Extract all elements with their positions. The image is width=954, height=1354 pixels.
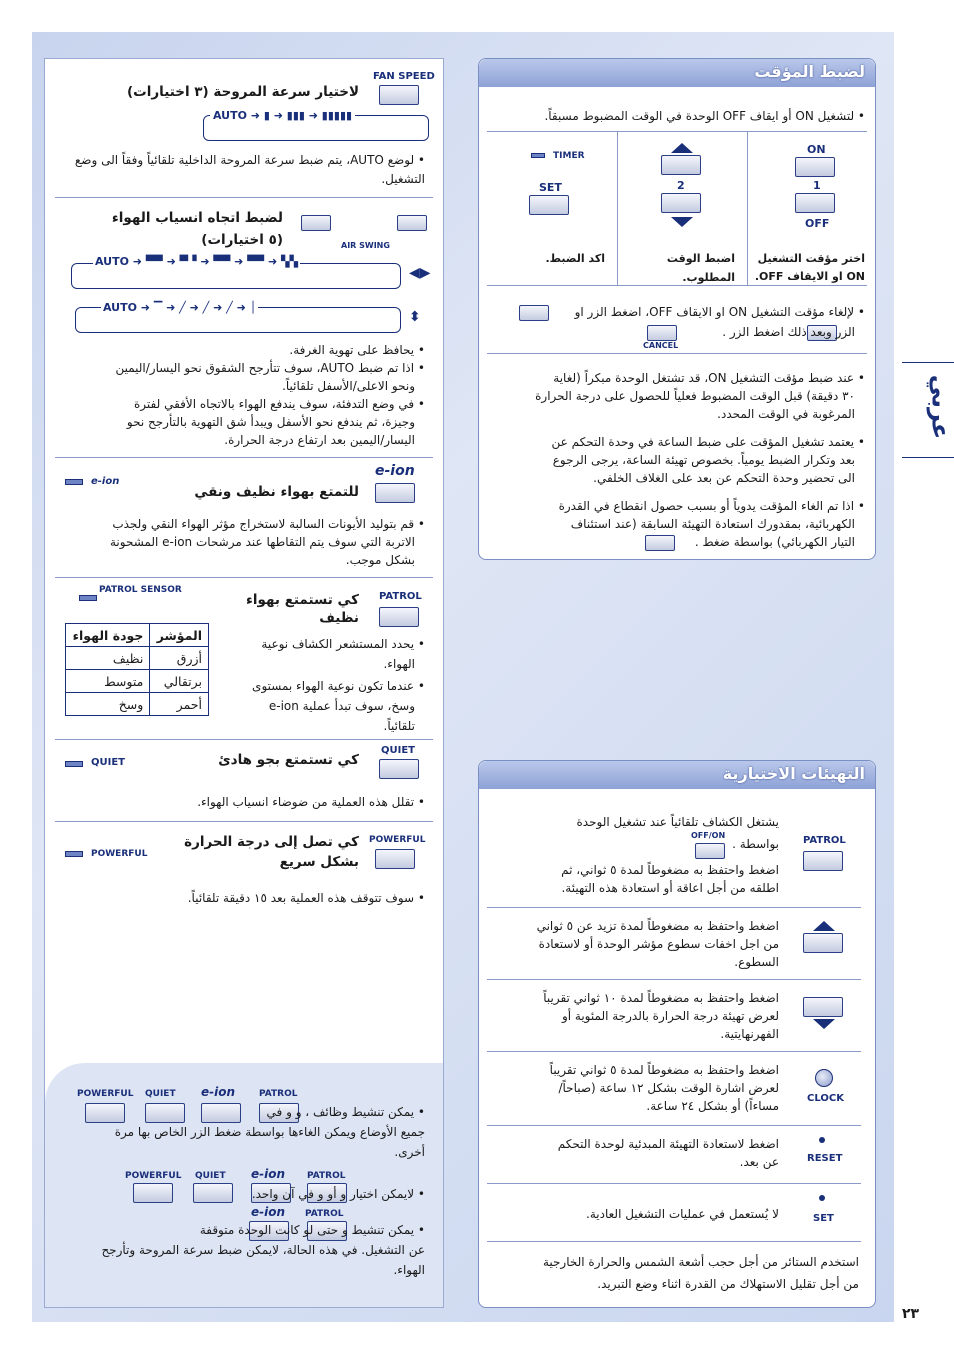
timer-cancel-b: الزر وبعد ذلك اضغط الزر .	[722, 325, 855, 339]
timer-panel	[478, 58, 876, 560]
optional-row4-b: لعرض اشارة الوقت بشكل ١٢ ساعة (صباحاً/	[558, 1081, 779, 1095]
air-swing-vertical-button[interactable]	[397, 215, 427, 231]
powerful-button-label: POWERFUL	[369, 835, 426, 845]
table-cell: متوسط	[66, 670, 150, 693]
powerful-lamp	[65, 851, 83, 857]
notes-2: • لايمكن اختيار و أو و في آن واحد.	[251, 1187, 425, 1201]
quiet-button[interactable]	[379, 759, 419, 779]
notes-3c: الهواء.	[393, 1263, 425, 1277]
quiet-title: كي تستمتع بجو هادئ	[218, 752, 359, 768]
air-swing-note-2: • اذا تم ضبط AUTO، سوف تتأرجح الشقوق نحو اليسار/اليمين	[115, 361, 425, 375]
table-cell: نظيف	[66, 647, 150, 670]
language-tab-label: عربي	[926, 374, 954, 440]
air-swing-note-3c: اليسار/اليمين بعد ارتفاع درجة الحرارة.	[224, 433, 415, 447]
clock-button[interactable]	[815, 1069, 833, 1087]
fan-speed-sequence: AUTO ➜ ▮ ➜ ▮▮▮ ➜ ▮▮▮▮▮	[210, 109, 355, 122]
column-header: المؤشر	[150, 624, 209, 647]
clock-label: CLOCK	[807, 1093, 844, 1104]
powerful-title-b: بشكل سريع	[279, 854, 359, 870]
optional-row5-b: عن بعد.	[739, 1155, 779, 1169]
divider	[487, 1125, 861, 1126]
timer-off-label: OFF	[805, 217, 830, 230]
optional-row4-c: مساءاً) أو بشكل ٢٤ ساعة.	[646, 1099, 779, 1113]
timer-note-3c: التيار الكهربائي) بواسطة ضغط .	[694, 535, 855, 549]
timer-note-1a: • عند ضبط مؤقت التشغيل ON، قد تشتغل الوحدة مبكراً (لغاية	[553, 371, 865, 385]
fan-speed-note: • لوضع AUTO، يتم ضبط سرعة المروحة الداخلية تلقائياً وفقاً الى وضع التشغيل.	[74, 153, 425, 186]
notes-1b: جميع الأوضاع ويمكن الغاءها بواسطة ضغط الزر الخاص بها مرة	[114, 1125, 425, 1139]
timer-set-label: SET	[539, 181, 562, 194]
table-row	[66, 647, 209, 670]
notes-eion-label: e-ion	[201, 1085, 236, 1099]
notes-1a: • يمكن تنشيط وظائف ، و و في	[266, 1105, 425, 1119]
eion-note-1c: بشكل موجب.	[345, 553, 415, 567]
notes-eion-label-2: e-ion	[251, 1167, 286, 1181]
optional-footer-a: استخدم الستائر من أجل حجب أشعة الشمس والحرارة الخارجية	[542, 1255, 859, 1269]
divider	[55, 821, 433, 822]
timer-header	[479, 59, 875, 87]
optional-patrol-label: PATROL	[803, 835, 846, 846]
notes-eion-label-3: e-ion	[251, 1205, 286, 1219]
patrol-title-a: كي تستمتع بهواء	[246, 592, 359, 608]
eion-button-label: e-ion	[375, 463, 415, 479]
timer-title: لضبط المؤقت	[754, 62, 865, 81]
optional-panel	[478, 760, 876, 1308]
optional-row2-a: اضغط واحتفظ به مضغوطاً لمدة تزيد عن ٥ ثواني	[536, 919, 779, 933]
notes-powerful-label: POWERFUL	[77, 1089, 134, 1099]
up-icon	[813, 921, 835, 931]
table-header-row	[66, 624, 209, 647]
powerful-lamp-label: POWERFUL	[91, 849, 148, 859]
air-swing-note-1: • يحافظ على تهوية الغرفة.	[289, 343, 425, 357]
notes-1c: أخرى.	[394, 1145, 425, 1159]
optional-header	[479, 761, 875, 789]
patrol-note-2b: وسخ، سوف تبدأ عملية e-ion	[268, 699, 415, 713]
air-quality-table	[65, 623, 209, 716]
optional-row2-c: السطوع.	[734, 955, 779, 969]
timer-off-button[interactable]	[795, 193, 835, 213]
left-panel	[44, 58, 444, 1308]
timer-note-1b: ٣٠ دقيقة) قبل الوقت المضبوط فعلياً للحصول على درجة الحرارة	[535, 389, 855, 403]
divider	[487, 131, 867, 132]
table-row	[66, 670, 209, 693]
offon-label: OFF/ON	[691, 831, 726, 840]
air-swing-note-2b: ونحو الاعلى/الأسفل تلقائياً.	[282, 379, 415, 393]
timer-note-3b: الكهربائية، بمقدورك استعادة التهيئة السابقة (عند استئناف	[570, 517, 855, 531]
table-cell: أزرق	[150, 647, 209, 670]
reset-button[interactable]	[819, 1137, 825, 1143]
divider	[487, 907, 861, 908]
timer-on-label: ON	[807, 143, 826, 156]
timer-lamp	[531, 153, 545, 158]
down-icon	[813, 1019, 835, 1029]
air-swing-subtitle: (٥ اختيارات)	[201, 232, 283, 248]
eion-note-1b: الاتربة التي سوف يتم التقاطها عند مرشحات e-ion المشحونة	[110, 535, 415, 549]
notes-quiet-label: QUIET	[145, 1089, 176, 1099]
time-up-button[interactable]	[661, 155, 701, 175]
divider	[487, 979, 861, 980]
notes-quiet-label-2: QUIET	[195, 1171, 226, 1181]
horizontal-swing-icon: ◀▶	[409, 265, 431, 281]
divider	[55, 739, 433, 740]
divider	[487, 285, 867, 286]
optional-footer-b: من أجل تقليل الاستهلاك من القدرة اثناء وضع التبريد.	[597, 1277, 859, 1291]
patrol-note-1b: الهواء.	[383, 657, 415, 671]
notes-powerful-label-2: POWERFUL	[125, 1171, 182, 1181]
patrol-title-b: نظيف	[319, 610, 359, 626]
timer-note-1c: المرغوبة في الوقت المحدد.	[717, 407, 855, 421]
air-swing-label: AIR SWING	[341, 241, 390, 250]
quiet-button-label: QUIET	[381, 745, 415, 756]
air-swing-horizontal-sequence: AUTO ➜ ▀▀ ➜ ▀▝ ➜ ▀▀ ➜ ▀▀ ➜ ▚▚	[95, 255, 298, 268]
divider	[487, 1051, 861, 1052]
table-cell: برتقالي	[150, 670, 209, 693]
timer-note-2a: • يعتمد تشغيل المؤقت على ضبط الساعة في وحدة التحكم عن	[551, 435, 865, 449]
fan-speed-title: لاختيار سرعة المروحة (٣ اختيارات)	[127, 84, 359, 100]
divider	[55, 577, 433, 578]
optional-row5-a: اضغط لاستعادة التهيئة المبدئية لوحدة التحكم	[557, 1137, 779, 1151]
optional-row3-a: اضغط واحتفظ به مضغوطاً لمدة ١٠ ثواني تقريباً	[543, 991, 779, 1005]
timer-intro: • لتشغيل ON أو ايقاف OFF الوحدة في الوقت المضبوط مسبقاً.	[544, 109, 865, 123]
timer-one-label: 1	[813, 179, 821, 192]
language-tab	[902, 362, 954, 458]
optional-row2-b: من اجل اخفات سطوع مؤشر الوحدة أو لاستعادة	[538, 937, 779, 951]
time-up-icon	[671, 143, 693, 153]
divider	[55, 457, 433, 458]
quiet-note: • تقلل هذه العملية من ضوضاء انسياب الهواء.	[197, 795, 425, 809]
vertical-swing-icon: ⬍	[409, 309, 421, 325]
cancel-label: CANCEL	[643, 341, 679, 350]
divider	[487, 1183, 861, 1184]
timer-caption-1b: ON او الايقاف OFF.	[754, 270, 865, 283]
optional-row1-d: اطلقه من أجل اعاقة أو استعادة هذه التهيئة.	[561, 881, 779, 895]
fan-speed-button[interactable]	[379, 85, 419, 105]
patrol-button-label: PATROL	[379, 591, 422, 602]
air-swing-horizontal-button[interactable]	[301, 215, 331, 231]
quiet-lamp-label: QUIET	[91, 757, 125, 768]
patrol-note-1: • يحدد المستشعر الكشاف نوعية	[261, 637, 425, 651]
notes-patrol-label-2: PATROL	[307, 1171, 346, 1181]
timer-note-2c: الى تحضير وحدة التحكم عن بعد على الغلاف الخلفي.	[593, 471, 855, 485]
patrol-sensor-lamp	[79, 595, 97, 601]
eion-lamp	[65, 479, 83, 485]
timer-note-3a: • اذا تم الغاء المؤقت يدوياً أو بسبب حصول انقطاع في القدرة	[558, 499, 865, 513]
optional-title: التهيئات الاختيارية	[722, 764, 865, 783]
optional-row6: لا يُستعمل في عمليات التشغيل العادية.	[586, 1207, 779, 1221]
divider	[487, 1241, 861, 1242]
timer-caption-1a: اختر مؤقت التشغيل	[757, 252, 865, 265]
fan-speed-label: FAN SPEED	[373, 71, 435, 82]
patrol-note-2: • عندما تكون نوعية الهواء بمستوى	[252, 679, 425, 693]
optional-patrol-button[interactable]	[803, 851, 843, 871]
table-row	[66, 693, 209, 716]
eion-lamp-label: e-ion	[91, 476, 120, 487]
notes-3b: عن التشغيل. في هذه الحالة، لايمكن ضبط سرعة المروحة وتأرجح	[101, 1243, 425, 1257]
air-swing-title: لضبط اتجاه انسياب الهواء	[111, 210, 283, 226]
divider	[487, 353, 867, 354]
optional-row1-c: اضغط واحتفظ به مضغوطاً لمدة ٥ ثواني، ثم	[561, 863, 779, 877]
timer-cancel-a: • لإلغاء مؤقت التشغيل ON او الايقاف OFF، اضغط الزر او	[574, 305, 865, 319]
set-label: SET	[813, 1213, 834, 1224]
eion-button[interactable]	[375, 483, 415, 503]
powerful-title-a: كي تصل إلى درجة الحرارة	[184, 834, 359, 850]
time-down-button[interactable]	[661, 193, 701, 213]
optional-down-button[interactable]	[803, 997, 843, 1017]
timer-caption-2: اضبط الوقت المطلوب.	[666, 252, 735, 284]
powerful-button[interactable]	[375, 849, 415, 869]
table-cell: وسخ	[66, 693, 150, 716]
air-swing-note-3b: وجيزة، ثم يندفع نحو الأسفل ويبدأ شق التهوية بالتأرجح نحو	[126, 415, 415, 429]
table-cell: أحمر	[150, 693, 209, 716]
column-header: جودة الهواء	[66, 624, 150, 647]
air-swing-vertical-sequence: AUTO ➜ ▔ ➜ ╱ ➜ ╱ ➜ ╱ ➜ │	[103, 301, 257, 314]
notes-patrol-label-3: PATROL	[305, 1209, 344, 1219]
patrol-button[interactable]	[379, 607, 419, 627]
set-button[interactable]	[819, 1195, 825, 1201]
powerful-note: • سوف تتوقف هذه العملية بعد ١٥ دقيقة تلقائياً.	[187, 891, 425, 905]
optional-row1-a: يشتغل الكشاف تلقائياً عند تشغيل الوحدة	[576, 815, 779, 829]
page-number: ٢٣	[902, 1306, 920, 1322]
eion-note-1: • قم بتوليد الأيونات السالبة لاستخراج مؤثر الهواء النقي ولجذب	[112, 517, 425, 531]
notes-3a: • يمكن تنشيط و حتى لو كانت الوحدة متوقفة	[199, 1223, 425, 1237]
patrol-sensor-label: PATROL SENSOR	[99, 585, 182, 595]
timer-note-2b: بعد وتكرار الضبط يومياً. بخصوص تهيئة الساعة، يرجى الرجوع	[552, 453, 855, 467]
optional-row4-a: اضغط واحتفظ به مضغوطاً لمدة ٥ ثواني تقريباً	[549, 1063, 779, 1077]
quiet-lamp	[65, 761, 83, 767]
optional-row3-b: لعرض تهيئة درجة الحرارة بالدرجة المئوية أو	[561, 1009, 779, 1023]
notes-patrol-label: PATROL	[259, 1089, 298, 1099]
timer-on-button[interactable]	[795, 157, 835, 177]
optional-row1-b: بواسطة .	[732, 837, 779, 851]
timer-lamp-label: TIMER	[553, 151, 585, 161]
patrol-note-2c: تلقائياً.	[383, 719, 415, 733]
reset-label: RESET	[807, 1153, 843, 1164]
timer-caption-3: اكد الضبط.	[545, 252, 605, 265]
timer-two-label: 2	[677, 179, 685, 192]
time-down-icon	[671, 217, 693, 227]
timer-set-button[interactable]	[529, 195, 569, 215]
divider	[55, 197, 433, 198]
optional-row3-c: الفهرنهايتية.	[720, 1027, 779, 1041]
optional-up-button[interactable]	[803, 933, 843, 953]
eion-title: للتمتع بهواء نظيف ونقي	[194, 484, 359, 500]
air-swing-note-3: • في وضع التدفئة، سوف يندفع الهواء بالاتجاه الأفقي لفترة	[134, 397, 425, 411]
